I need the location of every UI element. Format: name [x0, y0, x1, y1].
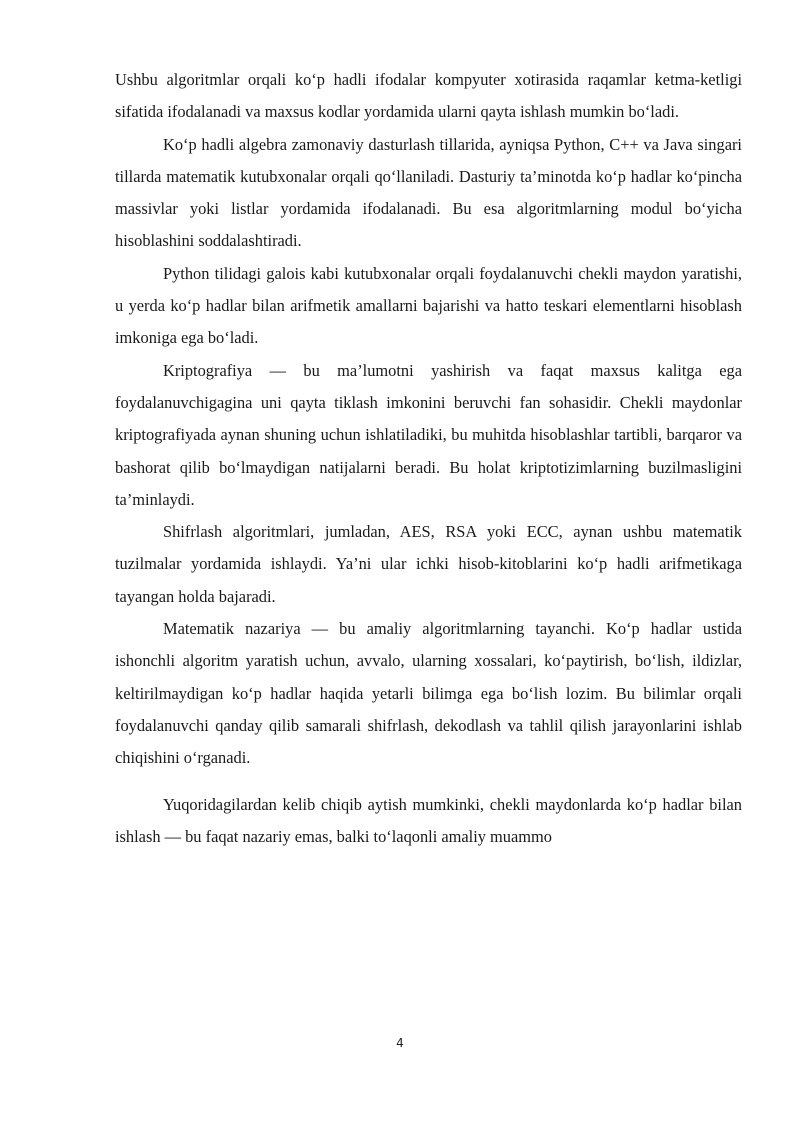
body-text: [115, 64, 742, 853]
paragraph-7: Yuqoridagilardan kelib chiqib aytish mumkinki, chekli maydonlarda ko‘p hadlar bilan ishlash — bu faqat nazariy emas, balki to‘laqonli amaliy muammo: [115, 794, 742, 846]
paragraph-5: Shifrlash algoritmlari, jumladan, AES, RSA yoki ECC, aynan ushbu matematik tuzilmalar yordamida ishlaydi. Ya’ni ular ichki hisob-kitoblarini ko‘p hadli arifmetikaga tayangan holda bajaradi.: [115, 522, 742, 606]
page-number: 4: [396, 1036, 404, 1050]
paragraph-6: Matematik nazariya — bu amaliy algoritmlarning tayanchi. Ko‘p hadlar ustida ishonchli algoritm yaratish uchun, avvalo, ularning xossalari, ko‘paytirish, bo‘lish, ildizlar, keltirilmaydigan ko‘p hadlar haqida yetarli bilimga ega bo‘lish lozim. Bu bilimlar orqali foydalanuvchi qanday qilib samarali shifrlash, dekodlash va tahlil qilish jarayonlarini ishlab chiqishini o‘rganadi.: [115, 619, 742, 768]
paragraph-3: Python tilidagi galois kabi kutubxonalar orqali foydalanuvchi chekli maydon yaratishi, u yerda ko‘p hadlar bilan arifmetik amallarni bajarishi va hatto teskari elementlarni hisoblash imkoniga ega bo‘ladi.: [115, 263, 742, 348]
paragraph-4: Kriptografiya — bu ma’lumotni yashirish va faqat maxsus kalitga ega foydalanuvchigagina uni qayta tiklash imkonini beruvchi fan sohasidir. Chekli maydonlar kriptografiyada aynan shuning uchun ishlatiladiki, bu muhitda hisoblashlar tartibli, barqaror va bashorat qilib bo‘lmaydigan natijalarni beradi. Bu holat kriptotizimlarning buzilmasligini ta’minlaydi.: [115, 360, 742, 509]
paragraph-2: Ko‘p hadli algebra zamonaviy dasturlash tillarida, ayniqsa Python, C++ va Java singari tillarda matematik kutubxonalar orqali qo‘llaniladi. Dasturiy ta’minotda ko‘p hadlar ko‘pincha massivlar yoki listlar yordamida ifodalanadi. Bu esa algoritmlarning modul bo‘yicha hisoblashini soddalashtiradi.: [115, 134, 742, 251]
paragraph-1: Ushbu algoritmlar orqali ko‘p hadli ifodalar kompyuter xotirasida raqamlar ketma-ketligi sifatida ifodalanadi va maxsus kodlar yordamida ularni qayta ishlash mumkin bo‘ladi.: [115, 70, 742, 122]
